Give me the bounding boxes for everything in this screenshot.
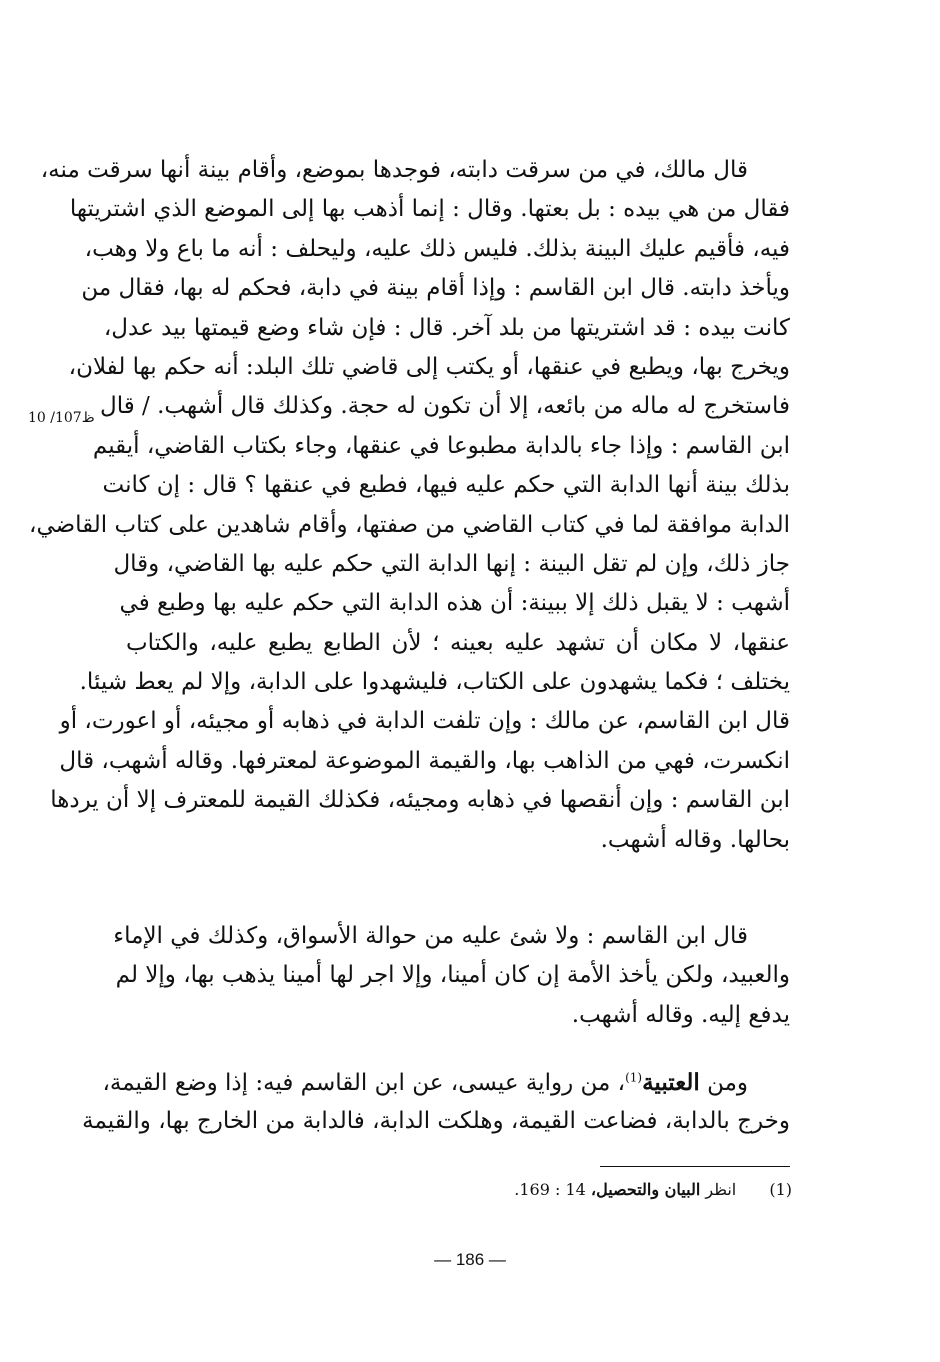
text-line: جاز ذلك، وإن لم تقل البينة : إنها الدابة التي حكم عليه بها القاضي، وقال	[113, 550, 790, 577]
footnote	[480, 1180, 792, 1199]
text-line: قال ابن القاسم، عن مالك : وإن تلفت الدابة في ذهابه أو مجيئه، أو اعورت، أو	[59, 708, 790, 735]
text-line: فقال من هي بيده : بل بعتها. وقال : إنما أذهب بها إلى الموضع الذي اشتريتها	[69, 196, 790, 223]
text-line: الدابة موافقة لما في كتاب القاضي من صفتها، وأقام شاهدين على كتاب القاضي،	[29, 511, 790, 538]
footnote-reference-pages: 14 : 169.	[514, 1180, 586, 1199]
text-line: فاستخرج له ماله من بائعه، إلا أن تكون له حجة. وكذلك قال أشهب. / قال	[99, 393, 790, 420]
text-line: فيه، فأقيم عليك البينة بذلك. فليس ذلك عليه، وليحلف : أنه ما باع ولا وهب،	[84, 235, 790, 262]
page-number: — 186 —	[434, 1250, 506, 1269]
text-line: أشهب : لا يقبل ذلك إلا ببينة: أن هذه الدابة التي حكم عليه بها وطبع في	[119, 590, 790, 617]
text-line: يدفع إليه. وقاله أشهب.	[571, 1001, 790, 1028]
paragraph-3	[82, 1063, 790, 1142]
margin-folio-note: 10 /107ظ	[28, 410, 95, 426]
text-line: كانت بيده : قد اشتريتها من بلد آخر. قال : فإن شاء وضع قيمتها بيد عدل،	[103, 314, 790, 341]
text-line: والعبيد، ولكن يأخذ الأمة إن كان أمينا، وإلا اجر لها أمينا يذهب بها، وإلا لم	[115, 962, 790, 989]
footnote-marker: (1)	[769, 1180, 792, 1199]
text-line: ويأخذ دابته. قال ابن القاسم : وإذا أقام بينة في دابة، فحكم له بها، فقال من	[81, 275, 790, 302]
paragraph-2	[113, 917, 790, 1035]
text-line: قال ابن القاسم : ولا شئ عليه من حوالة الأسواق، وكذلك في الإماء	[113, 923, 748, 949]
footnote-prefix: انظر	[705, 1180, 737, 1199]
text-line: بحالها. وقاله أشهب.	[600, 826, 790, 853]
footnote-reference[interactable]: (1)	[625, 1070, 643, 1085]
text-line: انكسرت، فهي من الذاهب بها، والقيمة الموضوعة لمعترفها. وقاله أشهب، قال	[59, 747, 790, 774]
footnote-divider	[600, 1166, 790, 1167]
text-line: قال مالك، في من سرقت دابته، فوجدها بموضع، وأقام بينة أنها سرقت منه،	[40, 157, 748, 183]
text-line: بذلك بينة أنها الدابة التي حكم عليه فيها، فطبع في عنقها ؟ قال : إن كانت	[102, 472, 790, 499]
text-line: عنقها، لا مكان أن تشهد عليه بعينه ؛ لأن الطابع يطبع عليه، والكتاب	[126, 629, 790, 656]
text-line: ويخرج بها، ويطبع في عنقها، أو يكتب إلى قاضي تلك البلد: أنه حكم بها لفلان،	[68, 353, 790, 380]
source-title: العتبية	[642, 1069, 700, 1096]
text-fragment: ومن	[707, 1070, 748, 1096]
footnote-source-title: البيان والتحصيل،	[590, 1180, 701, 1199]
text-line: ابن القاسم : وإذا جاء بالدابة مطبوعا في عنقها، وجاء بكتاب القاضي، أيقيم	[92, 432, 790, 459]
text-line: وخرج بالدابة، فضاعت القيمة، وهلكت الدابة، فالدابة من الخارج بها، والقيمة	[82, 1108, 790, 1135]
text-line: ابن القاسم : وإن أنقصها في ذهابه ومجيئه، فكذلك القيمة للمعترف إلا أن يردها	[50, 787, 790, 814]
text-line	[102, 1063, 790, 1102]
text-fragment: ، من رواية عيسى، عن ابن القاسم فيه: إذا وضع القيمة،	[102, 1070, 626, 1096]
text-line: يختلف ؛ فكما يشهدون على الكتاب، فليشهدوا على الدابة، وإلا لم يعط شيئا.	[79, 669, 790, 696]
